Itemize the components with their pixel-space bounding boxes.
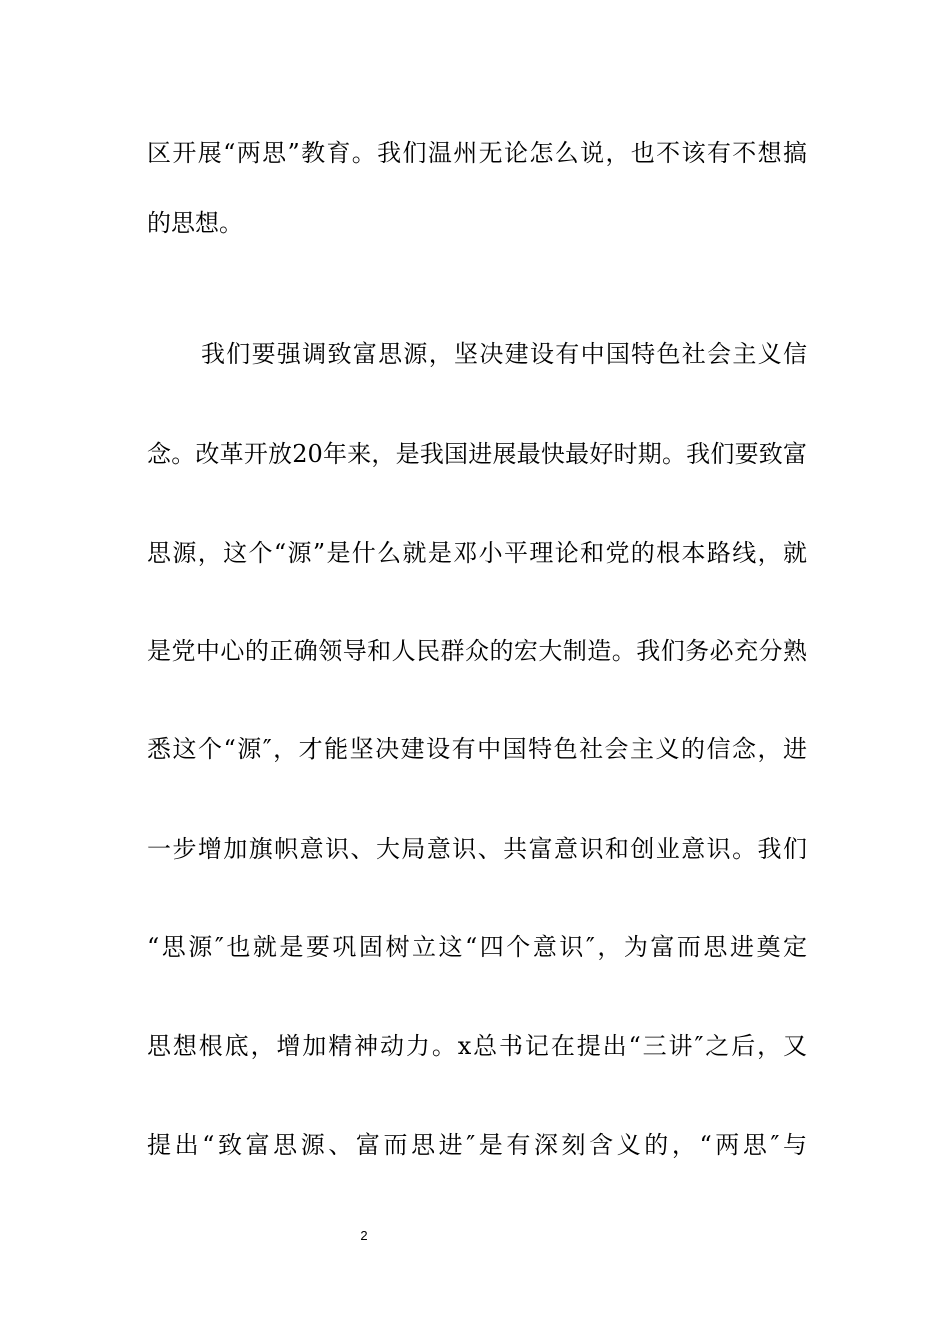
text-line: 的思想。: [147, 209, 243, 237]
text-line: 念。改革开放20年来，是我国进展最快最好时期。我们要致富: [147, 440, 807, 468]
text-line: 思想根底，增加精神动力。x总书记在提出“三讲″之后，又: [147, 1032, 807, 1060]
text-line: 思源，这个“源”是什么就是邓小平理论和党的根本路线，就: [147, 539, 807, 567]
text-line: 提出“致富思源、富而思进″是有深刻含义的，“两思″与: [147, 1131, 807, 1159]
text-line: 区开展“两思”教育。我们温州无论怎么说，也不该有不想搞: [147, 139, 807, 167]
text-line: 一步增加旗帜意识、大局意识、共富意识和创业意识。我们: [147, 835, 807, 863]
page-number: 2: [360, 1228, 368, 1243]
text-line: “思源″也就是要巩固树立这“四个意识″，为富而思进奠定: [147, 933, 807, 961]
text-line: 是党中心的正确领导和人民群众的宏大制造。我们务必充分熟: [147, 637, 807, 665]
text-line: 悉这个“源″，才能坚决建设有中国特色社会主义的信念，进: [147, 735, 807, 763]
paragraph-first-line: 我们要强调致富思源，坚决建设有中国特色社会主义信: [201, 340, 807, 368]
